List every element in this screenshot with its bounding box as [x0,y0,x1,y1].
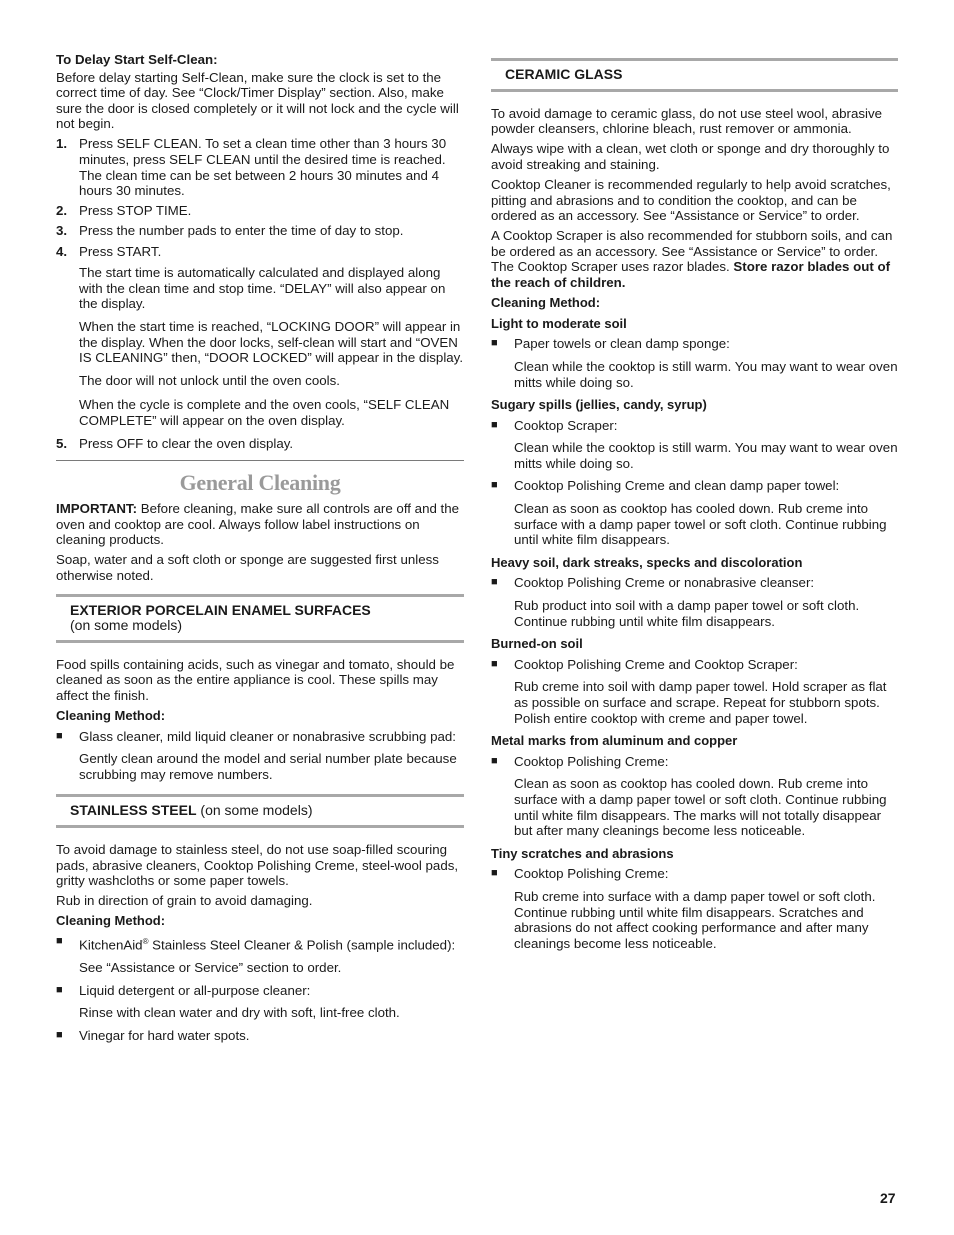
bullet-note: Clean while the cooktop is still warm. You may want to wear oven mitts while doing so. [514,358,898,390]
ceramic-section-header [491,58,898,92]
bullet-text: Glass cleaner, mild liquid cleaner or nonabrasive scrubbing pad: [79,728,456,744]
delay-intro: Before delay starting Self-Clean, make sure the clock is set to the correct time of day. See “Clock/Timer Display” section. Also, make sure the door is closed completely or it will not lock and the cycle will not begin. [56,69,459,132]
bullet-note: Clean as soon as cooktop has cooled down. Rub creme into surface with a damp paper towel or soft cloth. Continue rubbing until white film disappears. [514,501,887,548]
ceramic-p2: Always wipe with a clean, wet cloth or sponge and dry thoroughly to avoid streaking and staining. [491,141,890,172]
registered-mark: ® [142,936,149,946]
step-text: Press START. [79,243,162,259]
left-column [56,52,464,1050]
stainless-method-label: Cleaning Method: [56,913,166,929]
bullet-text: Cooktop Polishing Creme or nonabrasive cleanser: [514,575,815,591]
ceramic-p4-text: A Cooktop Scraper is also recommended for stubborn soils, and can be ordered as an accessory. See “Assistance or Service” to order. The Cooktop Scraper uses razor blades. [491,228,893,275]
step-text: Press OFF to clear the oven display. [79,436,294,452]
list-item [56,983,464,999]
divider [56,460,464,461]
bullet-text: Liquid detergent or all-purpose cleaner: [79,982,311,998]
bullet-icon: ■ [491,657,498,670]
bullet-note: Rub creme into soil with damp paper towel. Hold scraper as flat as possible on surface and scrape. Repeat for stubborn spots. Polish entire cooktop with creme and paper towel. [514,679,887,726]
important-text: Before cleaning, make sure all controls are off and the oven and cooktop are cool. Always follow label instructions on cleaning products. [56,501,460,548]
stainless-subtitle: (on some models) [196,802,313,819]
step-number: 4. [56,243,68,259]
bullet-note: Rinse with clean water and dry with soft, lint-free cloth. [79,1005,400,1021]
step-number: 3. [56,223,68,239]
soil-type-heading: Burned-on soil [491,636,583,652]
list-item [491,754,898,770]
general-cleaning-title: General Cleaning [179,470,341,496]
step-number: 5. [56,436,68,452]
bullet-icon: ■ [56,729,63,742]
porcelain-section-header [56,594,464,643]
soil-type-heading: Tiny scratches and abrasions [491,845,674,861]
list-item [56,729,464,745]
bullet-icon: ■ [56,934,63,947]
step-1 [56,136,464,198]
bullet-note: Gently clean around the model and serial number plate because scrubbing may remove numbers. [79,751,457,782]
bullet-text [79,934,464,953]
bullet-icon: ■ [491,418,498,431]
soil-type-heading: Light to moderate soil [491,315,627,331]
porcelain-method-label: Cleaning Method: [56,708,166,723]
stainless-section-header [56,794,464,828]
list-item [491,657,898,673]
bullet-icon: ■ [491,867,498,880]
step-4 [56,244,464,260]
step4-note: The door will not unlock until the oven cools. [79,372,340,388]
delay-heading: To Delay Start Self-Clean: [56,52,218,67]
list-item [491,478,898,494]
bullet-text: Cooktop Polishing Creme and clean damp paper towel: [514,478,840,494]
soil-type-heading: Heavy soil, dark streaks, specks and discoloration [491,554,803,570]
step-3 [56,223,464,239]
bullet-icon: ■ [491,479,498,492]
page-number: 27 [880,1190,896,1206]
step-text: Press STOP TIME. [79,203,192,219]
right-column [491,56,898,958]
bullet-text: Cooktop Polishing Creme: [514,753,669,769]
soil-type-heading: Metal marks from aluminum and copper [491,733,738,749]
stainless-title: STAINLESS STEEL [70,802,197,819]
brand-name: KitchenAid [79,937,143,953]
ceramic-p3: Cooktop Cleaner is recommended regularly to help avoid scratches, pitting and abrasions and to condition the cooktop, and can be ordered as an accessory. See “Assistance or Service” to order. [491,176,891,224]
list-item [491,866,898,882]
step-number: 1. [56,136,68,152]
ceramic-p4 [491,228,898,290]
stainless-intro: To avoid damage to stainless steel, do not use soap-filled scouring pads, abrasive cleaners, Cooktop Polishing Creme, steel-wool pads, gritty washcloths or some paper towels. [56,841,459,889]
bullet-note: Clean as soon as cooktop has cooled down. Rub creme into surface with a damp paper towel or soft cloth. Continue rubbing until white film disappears. The marks will not totally disappear but after many cleanings become less noticeable. [514,776,887,839]
porcelain-intro: Food spills containing acids, such as vinegar and tomato, should be cleaned as soon as the entire appliance is cool. These spills may affect the finish. [56,656,455,703]
bullet-text: Vinegar for hard water spots. [79,1027,250,1043]
step-text: Press SELF CLEAN. To set a clean time other than 3 hours 30 minutes, press SELF CLEAN until the desired time is reached. The clean time can be set between 2 hours 30 minutes and 4 hours 30 minutes. [79,136,447,199]
bullet-icon: ■ [491,754,498,767]
bullet-text: Cooktop Scraper: [514,417,618,433]
bullet-note: See “Assistance or Service” section to order. [79,959,342,975]
bullet-note: Rub creme into surface with a damp paper towel or soft cloth. Continue rubbing until white film disappears. Scratches and abrasions do not affect cooking performance and after many cleanings become less noticeable. [514,888,876,951]
porcelain-title: EXTERIOR PORCELAIN ENAMEL SURFACES [70,601,371,618]
stainless-grain: Rub in direction of grain to avoid damaging. [56,893,313,909]
bullet-icon: ■ [491,576,498,589]
step-text: Press the number pads to enter the time of day to stop. [79,223,404,239]
step-number: 2. [56,203,68,219]
ceramic-p4-warning: Store razor blades out of the reach of children. [491,259,891,291]
bullet-icon: ■ [56,1028,63,1041]
step-2 [56,203,464,219]
bullet-text-rest: Stainless Steel Cleaner & Polish (sample included): [148,937,456,953]
ceramic-p1: To avoid damage to ceramic glass, do not use steel wool, abrasive powder cleansers, chlorine bleach, rust remover or ammonia. [491,105,882,137]
ceramic-title: CERAMIC GLASS [505,66,623,82]
important-label: IMPORTANT: [56,501,138,517]
list-item [491,418,898,434]
bullet-text: Cooktop Polishing Creme: [514,866,669,882]
step4-note: When the start time is reached, “LOCKING DOOR” will appear in the display. When the door locks, self-clean will start and “OVEN IS CLEANING” then, “DOOR LOCKED” will appear in the display. [79,318,464,366]
ceramic-method-label: Cleaning Method: [491,295,601,311]
soil-type-heading: Sugary spills (jellies, candy, syrup) [491,397,707,413]
bullet-note: Clean while the cooktop is still warm. You may want to wear oven mitts while doing so. [514,440,898,471]
bullet-icon: ■ [491,337,498,350]
step4-note: The start time is automatically calculated and displayed along with the clean time and stop time. “DELAY” will also appear on the display. [79,265,446,312]
bullet-icon: ■ [56,983,63,996]
bullet-text: Cooktop Polishing Creme and Cooktop Scraper: [514,656,798,672]
bullet-text: Paper towels or clean damp sponge: [514,336,730,352]
ceramic-groups [491,316,898,952]
list-item [491,336,898,352]
step4-note: When the cycle is complete and the oven cools, “SELF CLEAN COMPLETE” will appear on the oven display. [79,397,450,428]
important-note [56,501,464,548]
list-item [56,934,464,953]
porcelain-subtitle: (on some models) [70,617,183,634]
bullet-note: Rub product into soil with a damp paper towel or soft cloth. Continue rubbing until white film disappears. [514,598,860,629]
step-5 [56,436,464,452]
soap-note: Soap, water and a soft cloth or sponge are suggested first unless otherwise noted. [56,552,439,583]
list-item [491,575,898,591]
list-item [56,1028,464,1044]
